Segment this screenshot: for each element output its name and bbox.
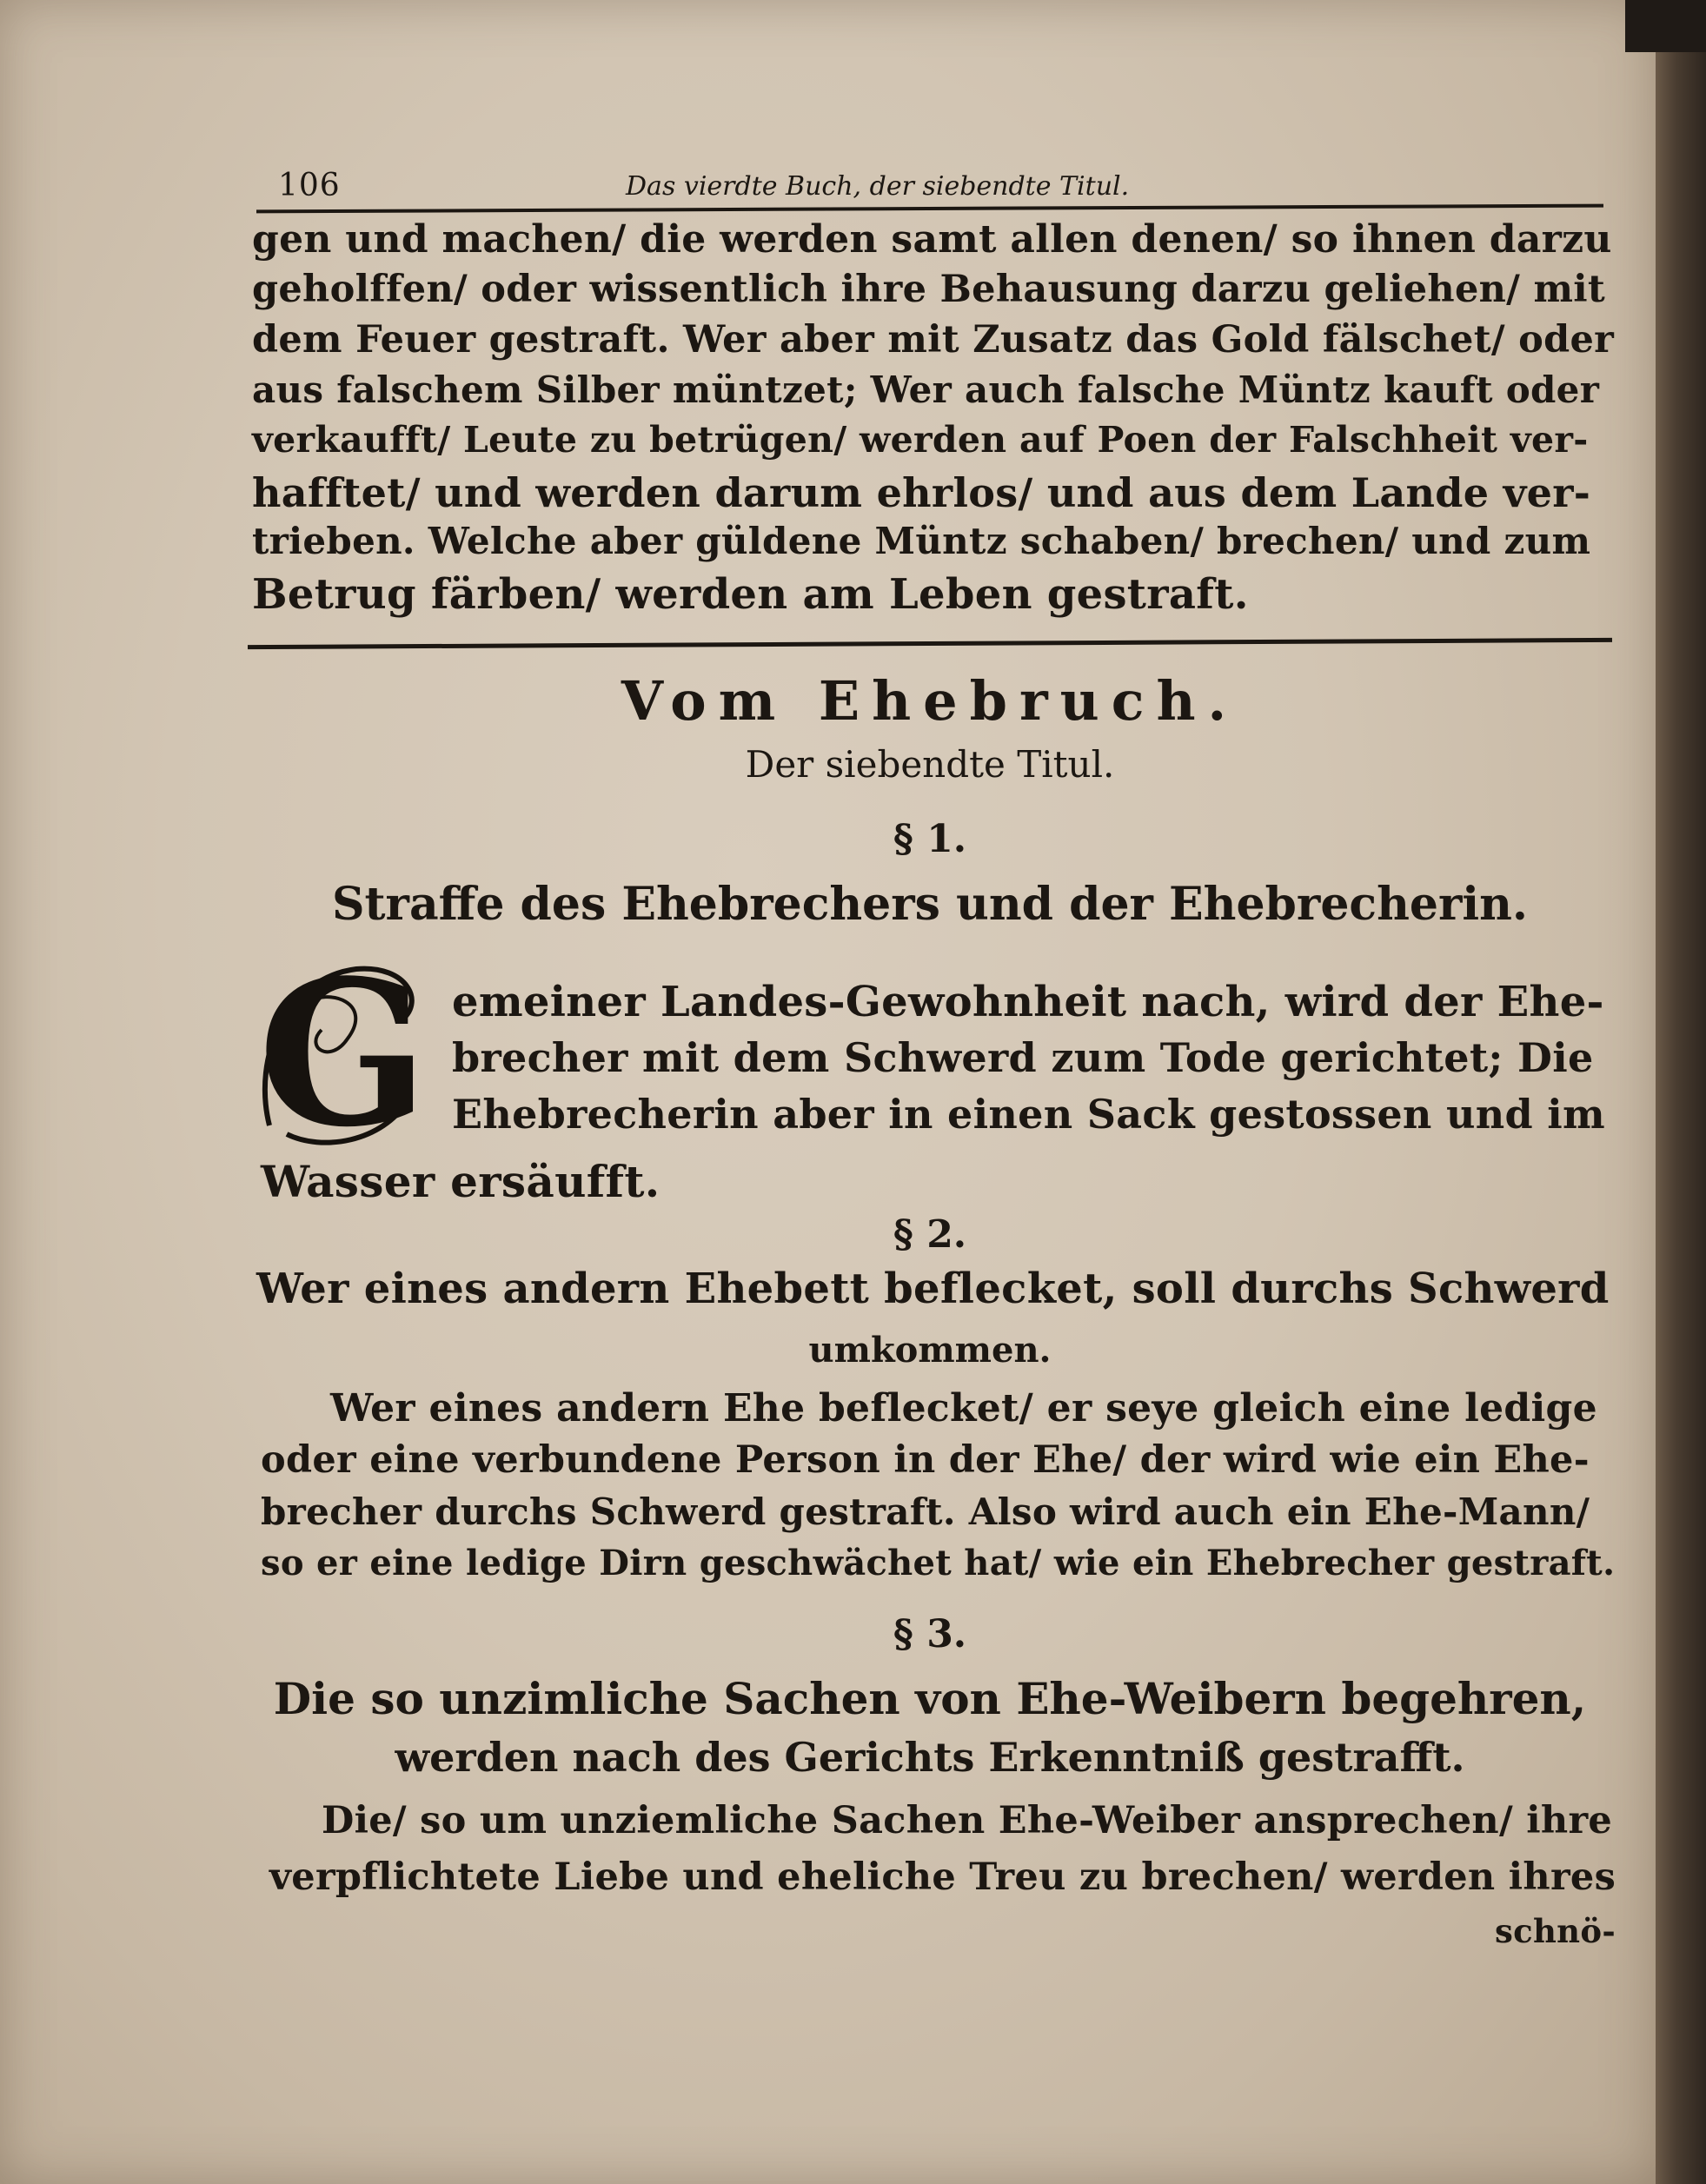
paragraph-heading-continued: werden nach des Gerichts Erkenntniß gestrafft. bbox=[395, 1734, 1465, 1781]
paragraph-heading: Straffe des Ehebrechers und der Ehebrecherin. bbox=[331, 878, 1529, 931]
paragraph-heading: Wer eines andern Ehebett beflecket, soll durchs Schwerd bbox=[256, 1265, 1610, 1313]
paragraph-line: Wer eines andern Ehe beflecket/ er seye gleich eine ledige bbox=[330, 1386, 1597, 1431]
paragraph-line: brecher mit dem Schwerd zum Tode gerichtet; Die bbox=[452, 1034, 1594, 1081]
continuation-line: Betrug färben/ werden am Leben gestraft. bbox=[252, 570, 1249, 619]
paragraph-line: verpflichtete Liebe und eheliche Treu zu brechen/ werden ihres bbox=[269, 1855, 1616, 1899]
continuation-line: verkaufft/ Leute zu betrügen/ werden auf Poen der Falschheit ver- bbox=[252, 419, 1589, 461]
paragraph-mark: § 1. bbox=[893, 817, 967, 861]
catchword: schnö- bbox=[1495, 1912, 1616, 1950]
paragraph-mark: § 3. bbox=[893, 1612, 967, 1656]
running-title: Das vierdte Buch, der siebendte Titul. bbox=[626, 171, 1130, 202]
continuation-line: trieben. Welche aber güldene Müntz schaben/ brechen/ und zum bbox=[252, 520, 1591, 562]
paragraph-heading: Die so unzimliche Sachen von Ehe-Weibern begehren, bbox=[273, 1673, 1587, 1724]
continuation-line: gen und machen/ die werden samt allen denen/ so ihnen darzu bbox=[252, 217, 1612, 262]
paragraph-heading-continued: umkommen. bbox=[808, 1330, 1052, 1371]
paragraph-line: brecher durchs Schwerd gestraft. Also wird auch ein Ehe-Mann/ bbox=[261, 1490, 1590, 1533]
paragraph-line: Ehebrecherin aber in einen Sack gestossen und im bbox=[452, 1091, 1605, 1138]
paragraph-line: Die/ so um unziemliche Sachen Ehe-Weiber ansprechen/ ihre bbox=[322, 1799, 1613, 1842]
paragraph-line: Wasser ersäufft. bbox=[261, 1156, 660, 1207]
page-corner-shadow bbox=[1625, 0, 1706, 52]
paragraph-line: emeiner Landes-Gewohnheit nach, wird der Ehe- bbox=[452, 978, 1604, 1026]
continuation-line: hafftet/ und werden darum ehrlos/ und aus dem Lande ver- bbox=[252, 469, 1591, 516]
paragraph-line: oder eine verbundene Person in der Ehe/ der wird wie ein Ehe- bbox=[261, 1438, 1590, 1482]
section-title: Vom Ehebruch. bbox=[621, 669, 1239, 733]
page-edge-shadow bbox=[1656, 0, 1706, 2184]
continuation-line: aus falschem Silber müntzet; Wer auch falsche Müntz kauft oder bbox=[252, 368, 1600, 411]
page-header bbox=[252, 161, 1608, 204]
continuation-line: dem Feuer gestraft. Wer aber mit Zusatz das Gold fälschet/ oder bbox=[252, 318, 1615, 362]
dropcap-letter: G bbox=[257, 936, 429, 1172]
paragraph-mark: § 2. bbox=[893, 1212, 967, 1257]
section-subtitle: Der siebendte Titul. bbox=[745, 743, 1115, 786]
page-number: 106 bbox=[278, 168, 341, 203]
paragraph-line: so er eine ledige Dirn geschwächet hat/ wie ein Ehebrecher gestraft. bbox=[261, 1543, 1616, 1583]
continuation-line: geholffen/ oder wissentlich ihre Behausung darzu geliehen/ mit bbox=[252, 268, 1606, 311]
